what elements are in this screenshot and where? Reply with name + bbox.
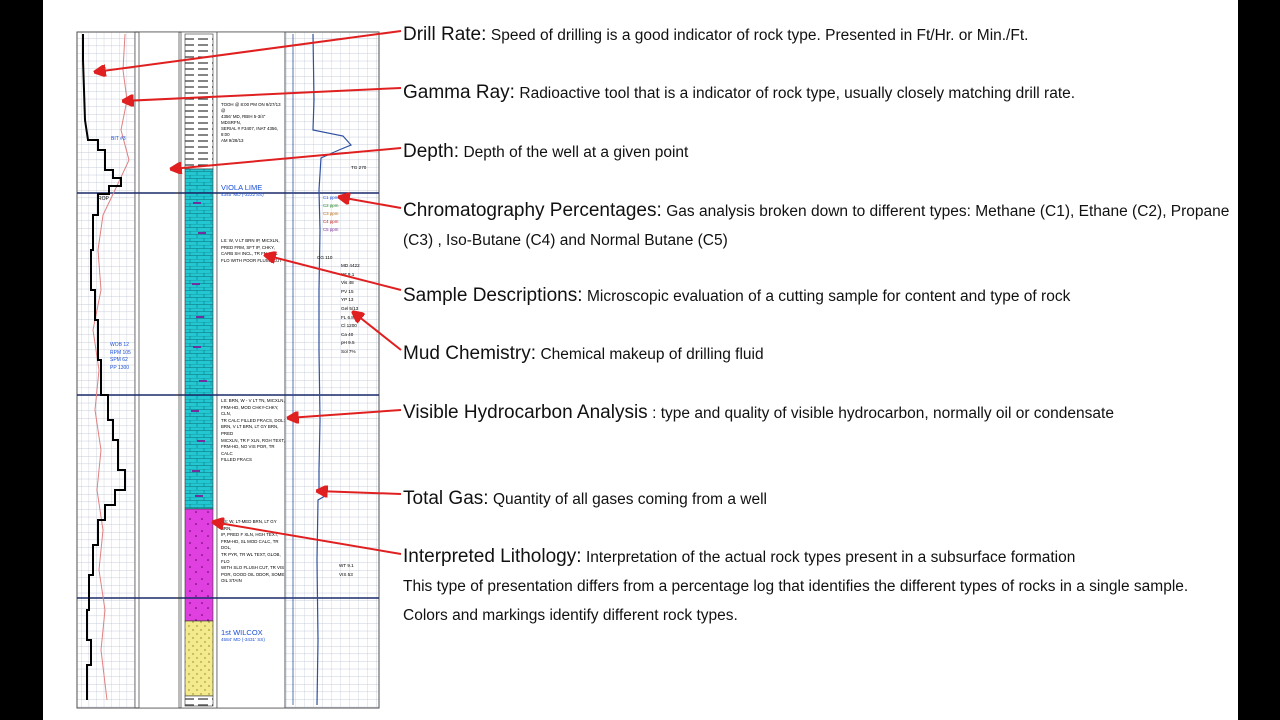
- annotation-description: Interpretation of the actual rock types present in a subsurface formation: [585, 549, 1076, 566]
- mud-value: YP 13: [341, 297, 354, 303]
- annotation-description: Chemical makeup of drilling fluid: [540, 346, 764, 363]
- remark-line: SERIAL # F3407, INAT 4356, 8:00: [221, 126, 279, 137]
- mud-value: PV 15: [341, 288, 354, 294]
- annotation-description: Quantity of all gases coming from a well: [493, 491, 767, 508]
- bit-label: BIT #3: [111, 136, 126, 142]
- desc-line: FRM-HD, SL MOD CALC, TR DOL,: [221, 538, 279, 551]
- rate-label: ROP: [98, 196, 109, 202]
- mud-value: Sol 7%: [341, 348, 356, 354]
- mud-value: VIS 53: [339, 571, 353, 577]
- depth-track: [139, 32, 179, 708]
- formation-top-viola: [221, 183, 285, 197]
- annotation-description: Depth of the well at a given point: [463, 144, 689, 161]
- sandstone-lithology: [185, 509, 213, 621]
- gas-label: C5 ppm: [323, 227, 339, 232]
- mud-value: Cl 1200: [341, 323, 357, 329]
- mud-log-strip: [43, 0, 393, 720]
- formation-md: 4345' MD (-3222'SS): [221, 192, 264, 197]
- bit-stat: SPM 62: [110, 357, 128, 363]
- annotation-heading: Drill Rate:: [403, 24, 487, 45]
- mud-values: [341, 262, 360, 357]
- annotation-sample-descriptions: [403, 281, 1233, 311]
- sample-description-2: [221, 398, 285, 464]
- mud-value: Wt 9.1: [341, 271, 355, 277]
- mud-values-lower: [339, 562, 354, 579]
- mud-value: pH 9.5: [341, 340, 355, 346]
- mud-label: CG 110: [317, 255, 333, 260]
- annotation-heading: Interpreted Lithology:: [403, 546, 582, 567]
- annotation-description: Microscopic evaluation of a cutting sample for content and type of rock: [586, 288, 1071, 305]
- remark-line: 4356' MD, RBIH 5-3/4" MDSRFN,: [221, 114, 266, 125]
- annotation-interpreted-lithology: [403, 542, 1233, 630]
- annotation-mud-chemistry: [403, 339, 1233, 369]
- bit-stat: RPM 105: [110, 349, 131, 356]
- annotation-depth: [403, 137, 1233, 167]
- annotation-total-gas: [403, 484, 1233, 514]
- annotation-heading: Sample Descriptions:: [403, 285, 583, 306]
- formation-md: 4584' MD (-3431' SS): [221, 637, 265, 642]
- mud-value: FL 6.8: [341, 314, 354, 320]
- annotation-description: Speed of drilling is a good indicator of rock type. Presented in Ft/Hr. or Min./Ft.: [490, 27, 1029, 44]
- mud-value: WT 9.1: [339, 563, 354, 568]
- desc-line: BRN, V LT BRN, LT GY BRN, PRED: [221, 424, 279, 436]
- annotation-heading: Chromatography Percentages:: [403, 200, 662, 221]
- mud-value: Vis 48: [341, 280, 354, 286]
- slide: [43, 0, 1238, 720]
- formation-name: 1st WILCOX: [221, 628, 263, 637]
- annotation-drill-rate: [403, 20, 1233, 50]
- desc-line: WITH SLO FLUSH CUT, TR VIS: [221, 565, 285, 571]
- desc-line: FRM-HD, NO VIS POR, TR CALC: [221, 444, 275, 456]
- total-gas-label: TG 270: [351, 165, 367, 170]
- gas-label: C1 ppm: [323, 195, 339, 200]
- desc-line: FILLED FRACS: [221, 457, 252, 463]
- annotation-heading: Gamma Ray:: [403, 82, 515, 103]
- desc-line: TR PYR, TR WL TEXT, GLOB, FLO: [221, 551, 281, 564]
- mud-value: Gel 5/13: [341, 305, 359, 311]
- desc-line: LS: BRN, W - V LT TN, MICXLN,: [221, 398, 285, 403]
- desc-line: IP, PRED F XLN, HGH TEXT,: [221, 532, 279, 538]
- annotation-description: Gas analysis broken down to different types: Methane (C1), Ethane (C2), Propane (C3) , Iso-Butane (C4) and Normal Butane (C5): [403, 203, 1230, 249]
- gas-label: C2 ppm: [323, 203, 339, 208]
- desc-line: SS: W, LT-MED BRN, LT GY BRN,: [221, 519, 277, 531]
- annotation-gamma-ray: [403, 78, 1233, 108]
- formation-name: VIOLA LIME: [221, 183, 263, 192]
- desc-line: POR, GOOD OIL ODOR, SOME: [221, 571, 285, 577]
- bit-stats: [110, 342, 131, 372]
- bit-stat: PP 1300: [110, 364, 130, 371]
- desc-line: LS: W, V LT BRN IP, MICXLN,: [221, 238, 280, 243]
- shale-lithology-bottom: [185, 696, 213, 706]
- annotation-heading: Depth:: [403, 141, 459, 162]
- limestone-lithology: [185, 169, 213, 509]
- mud-value: Ca 40: [341, 331, 354, 337]
- annotation-heading: Mud Chemistry:: [403, 343, 537, 364]
- sample-description-3: [221, 519, 285, 585]
- annotation-heading: Total Gas:: [403, 488, 489, 509]
- annotation-description: : type and quality of visible hydrocarbon, normally oil or condensate: [652, 405, 1114, 422]
- remark-line: TOOH @ 8:00 PM ON 9/27/13 @: [221, 102, 281, 113]
- sample-description-1: [221, 238, 285, 264]
- annotation-chromatography: [403, 196, 1233, 255]
- gas-label: C3 ppm: [323, 211, 339, 216]
- desc-line: PRED FRM, SFT IP, CHKY,: [221, 244, 275, 250]
- annotation-visible-hydrocarbon: [403, 398, 1233, 428]
- gas-labels: [323, 194, 338, 234]
- remark-line: AM 9/28/13: [221, 138, 244, 143]
- desc-line: OIL STAIN: [221, 578, 242, 584]
- desc-line: CARB SH INCL, TR FN, YEL: [221, 251, 278, 257]
- annotation-heading: Visible Hydrocarbon Analysis: [403, 402, 648, 423]
- annotation-description: Radioactive tool that is a indicator of rock type, usually closely matching drill rate.: [519, 85, 1076, 102]
- formation-top-wilcox: [221, 628, 285, 642]
- mud-value: MD 4422: [341, 263, 360, 268]
- desc-line: TR CALC FILLED FRACS, DOL:: [221, 417, 285, 423]
- bit-stat: WOB 12: [110, 342, 129, 348]
- desc-line: MICXLN, TR F XLN, RGH TEXT,: [221, 437, 285, 443]
- desc-line: FRM-HD, MOD CHKY-CHKY, CLN,: [221, 404, 279, 417]
- gas-label: C4 ppm: [323, 219, 339, 224]
- desc-line: FLO WITH POOR FLUSH CUT: [221, 257, 282, 263]
- shale-lithology: [185, 34, 213, 169]
- log-remarks: [221, 102, 285, 144]
- sand-lithology: [185, 621, 213, 696]
- annotation-extra: This type of presentation differs from a percentage log that identifies the different types of rocks in a single sample. Colors and markings identify different rock types.: [403, 578, 1189, 624]
